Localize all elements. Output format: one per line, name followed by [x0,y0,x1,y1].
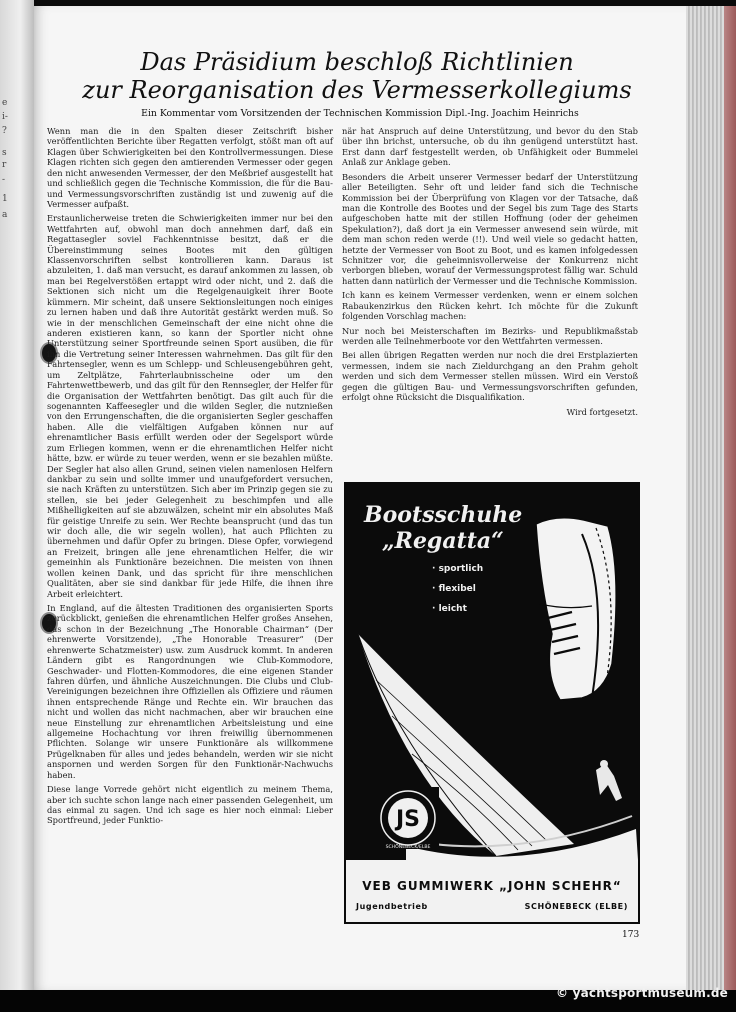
boat-shoe-advertisement [344,482,640,924]
boat-shoe-icon [496,514,626,704]
ad-heading-line-1: Bootsschuhe [364,502,523,528]
paragraph: Ich kann es keinem Vermesser verdenken, wenn er einem solchen Rabaukenzirkus den Rücken kehrt. Ich möchte für die Zukunft folgenden Vorschlag machen: [342,290,638,322]
article-title-line-2: zur Reorganisation des Vermesserkollegiums [82,76,632,104]
article-subtitle: Ein Kommentar vom Vorsitzenden der Technischen Kommission Dipl.-Ing. Joachim Heinrichs [141,108,579,119]
logo-letters: JS [395,807,421,832]
paragraph: Nur noch bei Meisterschaften im Bezirks- und Republikmaßstab werden alle Teilnehmerboote vor den Wettfahrten vermessen. [342,325,638,347]
paragraph: Erstaunlicherweise treten die Schwierigkeiten immer nur bei den Wettfahrten auf, obwohl man doch annehmen darf, daß ein Regattasegler soviel Fachkenntnisse besitzt, daß er die Übereinstimmung seines Bootes mit den gültigen Klassenvorschriften selbst kontrollieren kann. Daraus ist abzuleiten, 1. daß man versucht, es darauf ankommen zu lassen, ob man bei Regelverstößen ertappt wird oder nicht, und 2. daß die Sektionen sich nicht um die Regelgenauigkeit ihrer Boote kümmern. Mir scheint, daß unsere Sektionsleitungen noch einiges zu lernen haben und daß ihre Autorität gestärkt werden muß. So wie in der menschlichen Gemeinschaft der eine nicht ohne die anderen existieren kann, so kann der Sportler nicht ohne Unterstützung seiner Sportfreunde seinen Sport ausüben, die für ihn die Vertretung seiner Interessen wahrnehmen. Das gilt für den Fahrtensegler, wenn es um Schlepp- und Schleusengebühren geht, um Zeltplätze, Fahrterlaubnisscheine oder um den Fahrtenwettbewerb, und das gilt für den Rennsegler, der Helfer für die Organisation der Wettfahrten benötigt. Das gilt auch für die sogenannten Kaffeesegler und die wilden Segler, die nutznießen von den Errungenschaften, die die organisierten Segler geschaffen haben. Alle die vielfältigen Aufgaben können nur auf ehrenamtlicher Basis erfüllt werden oder der Segelsport würde zum Erliegen kommen, wenn er die ehrenamtlichen Helfer nicht hätte, bzw. er würde zu teuer werden, wenn er sie bezahlen müßte. Der Segler hat also allen Grund, seinen vielen namenlosen Helfern dankbar zu sein und sollte immer und unaufgefordert versuchen, sie nach Kräften zu unterstützen. Sich aber im Prinzip gegen sie zu stellen, sie bei jeder Gelegenheit zu beschimpfen und alle Mißhelligkeiten auf sie abzuwälzen, scheint mir ein absolutes Maß für geistige Unreife zu sein. Wer Rechte beansprucht (und das tun wir doch alle, die wir segeln wollen), hat auch Pflichten zu übernehmen und dafür Opfer zu bringen. Diese Opfer, vorwiegend an Freizeit, bringen alle jene ehrenamtlichen Helfer, die wir gemeinhin als Funktionäre bezeichnen. Die meisten von ihnen wollen keinen Dank, und das spricht für ihre menschlichen Qualitäten, aber sie sind dankbar für jede Hilfe, die ihnen ihre Arbeit erleichtert. [47,213,333,599]
article-right-column [342,126,638,421]
company-logo [376,786,440,850]
article-left-column [47,126,333,830]
article-title-line-1: Das Präsidium beschloß Richtlinien [140,48,574,76]
paragraph: In England, auf die ältesten Traditionen des organisierten Sports zurückblickt, genießen die ehrenamtlichen Helfer großes Ansehen, das schon in der Bezeichnung „The Honorable Chairman“ (Der ehrenwerte Vorsitzende), „The Honorable Treasurer“ (Der ehrenwerte Schatzmeister) usw. zum Ausdruck kommt. In anderen Ländern gibt es Rangordnungen wie Club-Kommodore, Geschwader- und Flotten-Kommodores, die eine eigenen Stander fahren dürfen, und ähnliche Auszeichnungen. Die Clubs und Club-Vereinigungen bezeichnen ihre Offiziellen als Offiziere und räumen ihnen entsprechende Ränge und Rechte ein. Wir brauchen das nicht und wollen das nicht nachmachen, aber wir brauchen eine neue Einstellung zur ehrenamtlichen Arbeitsleistung und eine allgemeine Hochachtung vor ihren freiwillig übernommenen Pflichten. Solange wir unsere Funktionäre als willkommene Prügelknaben für alles und jedes behandeln, werden wir sie nicht anspornen und werden Sorgen für den Funktionär-Nachwuchs haben. [47,602,333,780]
page-number: 173 [622,930,640,940]
paragraph: Bei allen übrigen Regatten werden nur noch die drei Erstplazierten vermessen, indem sie nach Zieldurchgang an den Prahm geholt werden und sich dem Vermesser stellen müssen. Wird ein Verstoß gegen die gültigen Bau- und Vermessungsvorschriften gefunden, erfolgt ohne Rücksicht die Disqualifikation. [342,350,638,403]
margin-fragment: e [2,98,8,108]
margin-fragment: r [2,160,7,170]
logo-ring-text: SCHÖNEBECK/ELBE [385,845,431,850]
ad-location: SCHÖNEBECK (ELBE) [524,902,628,911]
ad-heading-line-2: „Regatta“ [382,528,504,554]
ad-feature: · leicht [432,604,467,614]
margin-fragment: s [2,148,7,158]
continued-note: Wird fortgesetzt. [566,406,638,417]
watermark: © yachtsportmuseum.de [556,986,728,1000]
margin-fragment: ? [2,126,7,136]
margin-fragment: a [2,210,8,220]
paragraph: Besonders die Arbeit unserer Vermesser bedarf der Unterstützung aller Beteiligten. Sehr oft und leider fand sich die Technische Kommission bei der Überprüfung von Klagen vor der Tatsache, daß man die Kontrolle des Bootes und der Segel bis zum Tage des Starts aufgeschoben hatte mit der stillen Hoffnung (oder der geheimen Spekulation?), daß dort ja ein Vermesser anwesend sein würde, mit dem man schon reden werde (!!). Und weil viele so gedacht hatten, hetzte der Vermesser von Boot zu Boot, und es kamen infolgedessen Schnitzer vor, die geheimnisvollerweise der Konkurrenz nicht verborgen blieben, worauf der Vermessungsprotest fällig war. Schuld hatten dann natürlich der Vermesser und die Technische Kommission. [342,171,638,286]
ad-feature: · flexibel [432,584,476,594]
paragraph: Diese lange Vorrede gehört nicht eigentlich zu meinem Thema, aber ich suchte schon lange nach einer passenden Gelegenheit, um das einmal zu sagen. Und ich sage es hier noch einmal: Lieber Sportfreund, jeder Funktio- [47,784,333,826]
ad-feature: · sportlich [432,564,484,574]
stacked-page-edges [686,6,736,990]
paragraph: när hat Anspruch auf deine Unterstützung, und bevor du den Stab über ihn brichst, untersuche, ob du ihn genügend unterstützt hast. Erst dann darf festgestellt werden, ob Unfähigkeit oder Bummelei Anlaß zur Anklage geben. [342,126,638,168]
adjacent-left-page [0,0,34,1012]
paragraph: Wenn man die in den Spalten dieser Zeitschrift bisher veröffentlichten Berichte über Regatten verfolgt, stößt man oft auf Klagen über Schwierigkeiten bei den Kontrollvermessungen. Diese Klagen richten sich gegen den amtierenden Vermesser oder gegen den nicht anwesenden Vermesser, der den Meßbrief ausgestellt hat und schließlich gegen die Technische Kommission, die für die Bau- und Vermessungsvorschriften zuständig ist und zuwenig auf die Vermesser aufpaßt. [47,126,333,209]
ad-company-name: VEB GUMMIWERK „JOHN SCHEHR“ [362,879,622,893]
margin-fragment: - [2,175,6,185]
margin-fragment: i- [2,112,8,122]
ad-company-subline: Jugendbetrieb [356,902,428,911]
margin-fragment: 1 [2,194,8,204]
